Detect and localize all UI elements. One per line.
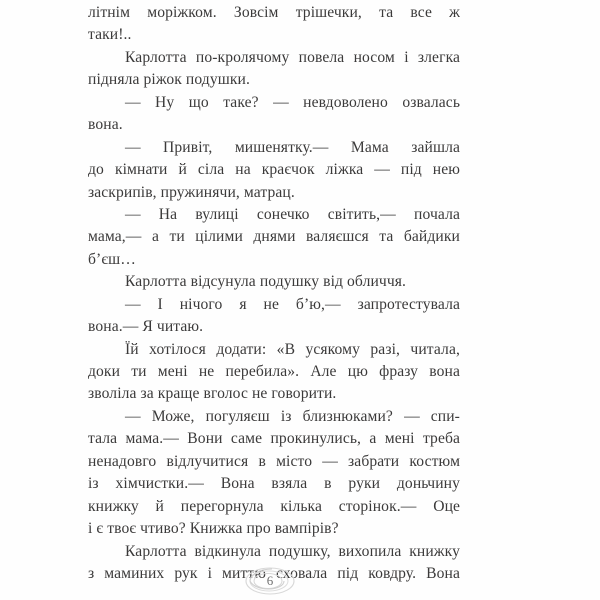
word-gap [393,2,410,24]
word-gap [393,406,404,428]
word: — [125,93,141,111]
text-line [88,24,460,46]
word: Вони [187,430,223,448]
word: Оце [433,497,461,515]
word: літнім [88,4,131,21]
text-line [88,226,460,248]
word: світить,— [327,205,396,223]
word-gap [255,473,272,495]
word-gap [376,428,384,450]
word: саме [230,430,263,448]
word: а [151,228,159,246]
word: тала [88,430,118,448]
word-gap [209,92,223,114]
word-gap [422,159,433,181]
word: та [379,228,394,246]
word-gap [164,563,174,585]
word: не [263,295,279,313]
word-gap [217,2,234,24]
word-gap [341,294,358,316]
page-number: 6 [266,573,274,588]
line-text: Карлотта відсунула подушку від обличчя. [125,273,407,291]
word: — [125,295,141,313]
word: — [125,205,141,223]
word: в [324,475,332,493]
word-gap [363,159,374,181]
word: Карлотта [125,48,187,66]
word-gap [292,406,303,428]
word: ти [169,228,185,246]
word: повела [298,48,345,66]
word: ж [449,4,461,21]
word-gap [310,204,328,226]
word: цілими [195,228,243,246]
word: Але [310,363,337,380]
word: разі, [370,340,401,358]
paragraph-indent [88,406,125,428]
word: до [88,161,104,179]
word-gap [380,473,397,495]
word: погуляєш [205,407,270,425]
word-gap [147,361,158,383]
text-line [88,159,460,181]
word-gap [261,541,269,563]
word-gap [389,137,411,159]
word: відкинула [194,542,262,560]
word-gap [174,92,188,114]
word-gap [279,294,296,316]
paragraph-indent [88,339,125,361]
word-gap [418,361,429,383]
word: хотілося [149,340,206,358]
word: все [410,4,432,21]
text-line [88,271,460,293]
word-gap [388,92,402,114]
text-line [88,114,460,136]
word: книжку [88,497,139,515]
word-gap [139,496,156,518]
word: вона [429,363,460,380]
word: забрати [348,452,400,470]
word-gap [167,159,178,181]
word: почала [414,205,460,223]
paragraph-indent [88,92,125,114]
word: мишенятку.— [234,138,329,156]
word-gap [432,2,449,24]
word: ненадовго [88,452,157,470]
word: На [158,205,178,223]
word: взяла [271,475,308,493]
word-gap [198,563,208,585]
paragraph-indent [88,294,125,316]
word-gap [399,451,409,473]
word: цю [347,363,368,380]
word: треба [422,430,461,448]
word-gap [332,473,349,495]
word-gap [262,428,270,450]
line-text: підняла ріжок подушки. [88,71,250,89]
word-gap [141,294,158,316]
word: мені [384,430,415,448]
word: сторінок.— [338,497,417,515]
word-gap [395,47,404,69]
word-gap [368,361,379,383]
word: із [280,407,292,425]
word-gap [331,541,339,563]
word: відлучитися [166,452,249,470]
word: таке? [223,93,259,111]
word-gap [312,451,322,473]
word: сховала [275,564,328,582]
word-gap [99,473,116,495]
word: а [369,430,377,448]
word-gap [141,406,152,428]
word: близнюками? [302,407,393,425]
word-gap [214,361,225,383]
word: валяєшся [306,228,369,246]
word: моріжком. [147,4,217,21]
word-gap [361,428,369,450]
word-gap [315,159,326,181]
word-gap [156,451,166,473]
word-gap [393,226,403,248]
word-gap [247,294,264,316]
word-gap [141,92,155,114]
word: під [337,564,359,582]
word-gap [400,339,410,361]
word: усякому [305,340,361,358]
text-line [88,361,460,383]
word-gap [337,361,348,383]
word: невдоволено [303,93,388,111]
word-gap [179,428,187,450]
word: Вона [426,564,460,582]
word: й [155,497,164,515]
word: сіла [197,161,225,179]
word: руки [348,475,381,493]
word: днями [253,228,296,246]
word-gap [206,339,216,361]
word-gap [390,159,401,181]
line-text: зволіла за краще вголос не говорити. [88,385,337,403]
word: прокинулись, [270,430,362,448]
word: Ну [155,93,175,111]
word-gap [163,294,180,316]
word-gap [358,563,368,585]
word-gap [409,47,418,69]
word-gap [416,496,433,518]
word: і [404,48,409,66]
word: по-кролячому [195,48,290,66]
word: — [404,407,420,425]
word-gap [416,563,426,585]
word-gap [420,406,431,428]
word: — [125,138,141,156]
word: байдики [403,228,460,246]
word: сонечко [256,205,310,223]
word-gap [415,428,423,450]
word: нічого [179,295,223,313]
text-line [88,518,460,540]
word: додати: [216,340,267,358]
text-line [88,383,460,405]
text-line [88,2,460,24]
line-text: і є твоє чтиво? Книжка про вампірів? [88,520,339,538]
text-line [88,47,460,69]
word-gap [204,473,221,495]
word-gap [266,451,276,473]
word-gap [212,137,234,159]
word-gap [187,47,196,69]
word-gap [299,361,310,383]
word-gap [279,2,296,24]
word-gap [141,137,163,159]
word: я [239,295,247,313]
text-line [88,137,460,159]
word-gap [259,92,273,114]
word-gap [159,226,169,248]
word: фразу [379,363,419,380]
word: що [188,93,209,111]
word: — [125,407,141,425]
word: злегка [417,48,461,66]
line-text: б’єш… [88,250,136,268]
word: мама.— [125,430,179,448]
word: «В [276,340,296,358]
paragraph-indent [88,541,125,563]
word: мені [157,363,188,380]
word: миттю [222,564,266,582]
word: хімчистки.— [115,475,204,493]
word: книжку [409,542,460,560]
text-line [88,294,460,316]
word: місто [276,452,313,470]
word: на [235,161,251,179]
word: та [379,4,394,21]
word-gap [194,406,205,428]
word: рук [174,564,198,582]
word: носом [353,48,395,66]
text-line [88,249,460,271]
text-line [88,92,460,114]
line-text: таки!.. [88,26,132,44]
word-gap [104,159,115,181]
word-gap [141,204,159,226]
word: й [178,161,187,179]
word-gap [120,361,131,383]
word-gap [248,451,258,473]
paragraph-indent [88,47,125,69]
word: ковдру. [368,564,417,582]
text-line [88,204,460,226]
word-gap [251,159,262,181]
word: подушку, [268,542,331,560]
word: ти [131,363,147,380]
line-text: вона. [88,116,123,134]
word: вихопила [338,542,402,560]
word: Зовсім [233,4,279,21]
text-line [88,316,460,338]
line-text: вона.— Я читаю. [88,318,204,336]
word: запротестувала [357,295,460,313]
word-gap [130,2,147,24]
word: не [198,363,215,380]
text-line [88,541,460,563]
word-gap [177,204,195,226]
word-gap [264,496,281,518]
word: кімнати [114,161,168,179]
word: Вона [220,475,255,493]
word-gap [360,339,370,361]
word-gap [289,92,303,114]
word: маминих [104,564,165,582]
line-text: заскрипів, пружинячи, матрац. [88,183,295,201]
word: — [273,93,289,111]
word-gap [239,204,257,226]
text-line [88,428,460,450]
word: перебила». [225,363,300,380]
word: читала, [410,340,460,358]
word-gap [270,406,281,428]
word-gap [295,339,305,361]
word: спи- [430,407,460,425]
word-gap [344,47,353,69]
word-gap [338,451,348,473]
paragraph-indent [88,137,125,159]
word: доки [88,363,121,380]
word: — [322,452,338,470]
word-gap [187,541,195,563]
paragraph-indent [88,204,125,226]
word: Карлотта [125,542,187,560]
word-gap [369,226,379,248]
word-gap [141,226,151,248]
word: І [157,295,163,313]
word: нею [432,161,461,179]
word-gap [94,563,104,585]
text-line [88,339,460,361]
text-line [88,69,460,91]
word-gap [224,159,235,181]
word-gap [139,339,149,361]
text-line [88,496,460,518]
text-line [88,182,460,204]
word-gap [362,2,379,24]
word: краєчок [261,161,315,179]
text-line [88,451,460,473]
word: кілька [280,497,323,515]
word-gap [223,428,231,450]
page-body-text [88,2,460,585]
word: із [88,475,99,493]
word: Їй [125,340,139,358]
word: ліжка [325,161,364,179]
word: вулиці [195,205,239,223]
word: доньчину [396,475,461,493]
word: з [88,564,95,582]
text-line [88,473,460,495]
word-gap [328,137,350,159]
word: — [374,161,390,179]
word-gap [212,563,222,585]
word-gap [188,361,199,383]
word: Мама [350,138,389,156]
word: мама,— [88,228,142,246]
word-gap [187,159,198,181]
word-gap [322,496,339,518]
word: перегорнула [180,497,264,515]
word: озвалась [402,93,461,111]
word-gap [185,226,195,248]
word: і [207,564,213,582]
word-gap [222,294,239,316]
word: трішечки, [295,4,362,21]
word-gap [289,47,298,69]
word: костюм [409,452,461,470]
word-gap [117,428,125,450]
word-gap [243,226,253,248]
word-gap [266,339,276,361]
word: під [400,161,422,179]
word: Може, [151,407,195,425]
text-line [88,406,460,428]
word: Привіт, [163,138,213,156]
word-gap [296,226,306,248]
word-gap [327,563,337,585]
word-gap [396,204,414,226]
word-gap [164,496,181,518]
word-gap [307,473,324,495]
word: б’ю,— [295,295,341,313]
word: зайшла [411,138,460,156]
word-gap [401,541,409,563]
word: в [258,452,266,470]
